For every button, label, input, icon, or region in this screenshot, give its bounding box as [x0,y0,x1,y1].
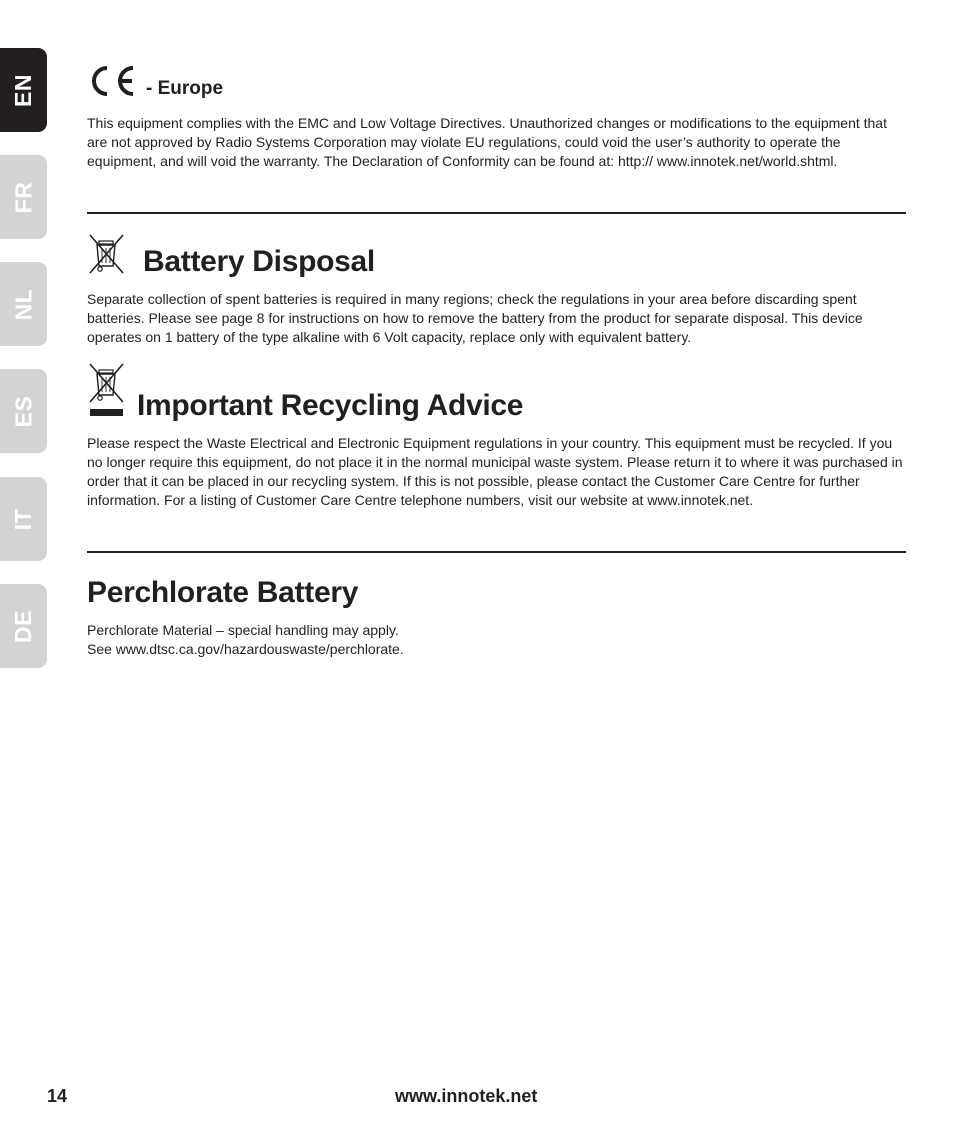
weee-bin-icon [87,362,127,418]
europe-label: - Europe [146,78,224,99]
tab-en-label: EN [9,73,36,107]
divider [87,551,906,553]
tab-de[interactable] [0,584,47,668]
tab-nl-label: NL [9,288,36,320]
crossed-out-bin-icon [87,232,127,276]
page-number: 14 [47,1086,68,1106]
tab-es[interactable] [0,369,47,453]
europe-text: This equipment complies with the EMC and Low Voltage Directives. Unauthorized changes or modifications to the equipment that are not approved by Radio Systems Corporation may violate EU regulations, could void the user’s authority to operate the equipment, and will void the warranty. The Declaration of Conformity can be found at: http:// www.innotek.net/world.shtml. [87,115,887,169]
perchlorate-line-1: Perchlorate Material – special handling may apply. [87,622,399,638]
ce-mark-icon [87,64,139,98]
tab-fr-label: FR [9,181,36,213]
tab-fr[interactable] [0,155,47,239]
tab-nl[interactable] [0,262,47,346]
perchlorate-title: Perchlorate Battery [87,576,359,609]
divider [87,212,906,214]
battery-disposal-text: Separate collection of spent batteries is required in many regions; check the regulations in your area before discarding spent batteries. Please see page 8 for instructions on how to remove the battery from the product for separate disposal. This device operates on 1 battery of the type alkaline with 6 Volt capacity, replace only with equivalent battery. [87,291,863,345]
recycling-title: Important Recycling Advice [137,389,524,422]
tab-en[interactable] [0,48,47,132]
tab-it[interactable] [0,477,47,561]
tab-it-label: IT [9,508,36,530]
footer-url[interactable]: www.innotek.net [395,1086,538,1106]
recycling-text: Please respect the Waste Electrical and Electronic Equipment regulations in your country. This equipment must be recycled. If you no longer require this equipment, do not place it in the normal municipal waste system. Please return it to where it was purchased in order that it can be placed in our recycling system. If this is not possible, please contact the Customer Care Centre for further information. For a listing of Customer Care Centre telephone numbers, visit our website at www.innotek.net. [87,435,903,508]
tab-es-label: ES [10,395,36,427]
perchlorate-line-2: See www.dtsc.ca.gov/hazardouswaste/perchlorate. [87,641,404,657]
tab-de-label: DE [9,609,36,643]
battery-disposal-title: Battery Disposal [143,245,375,278]
